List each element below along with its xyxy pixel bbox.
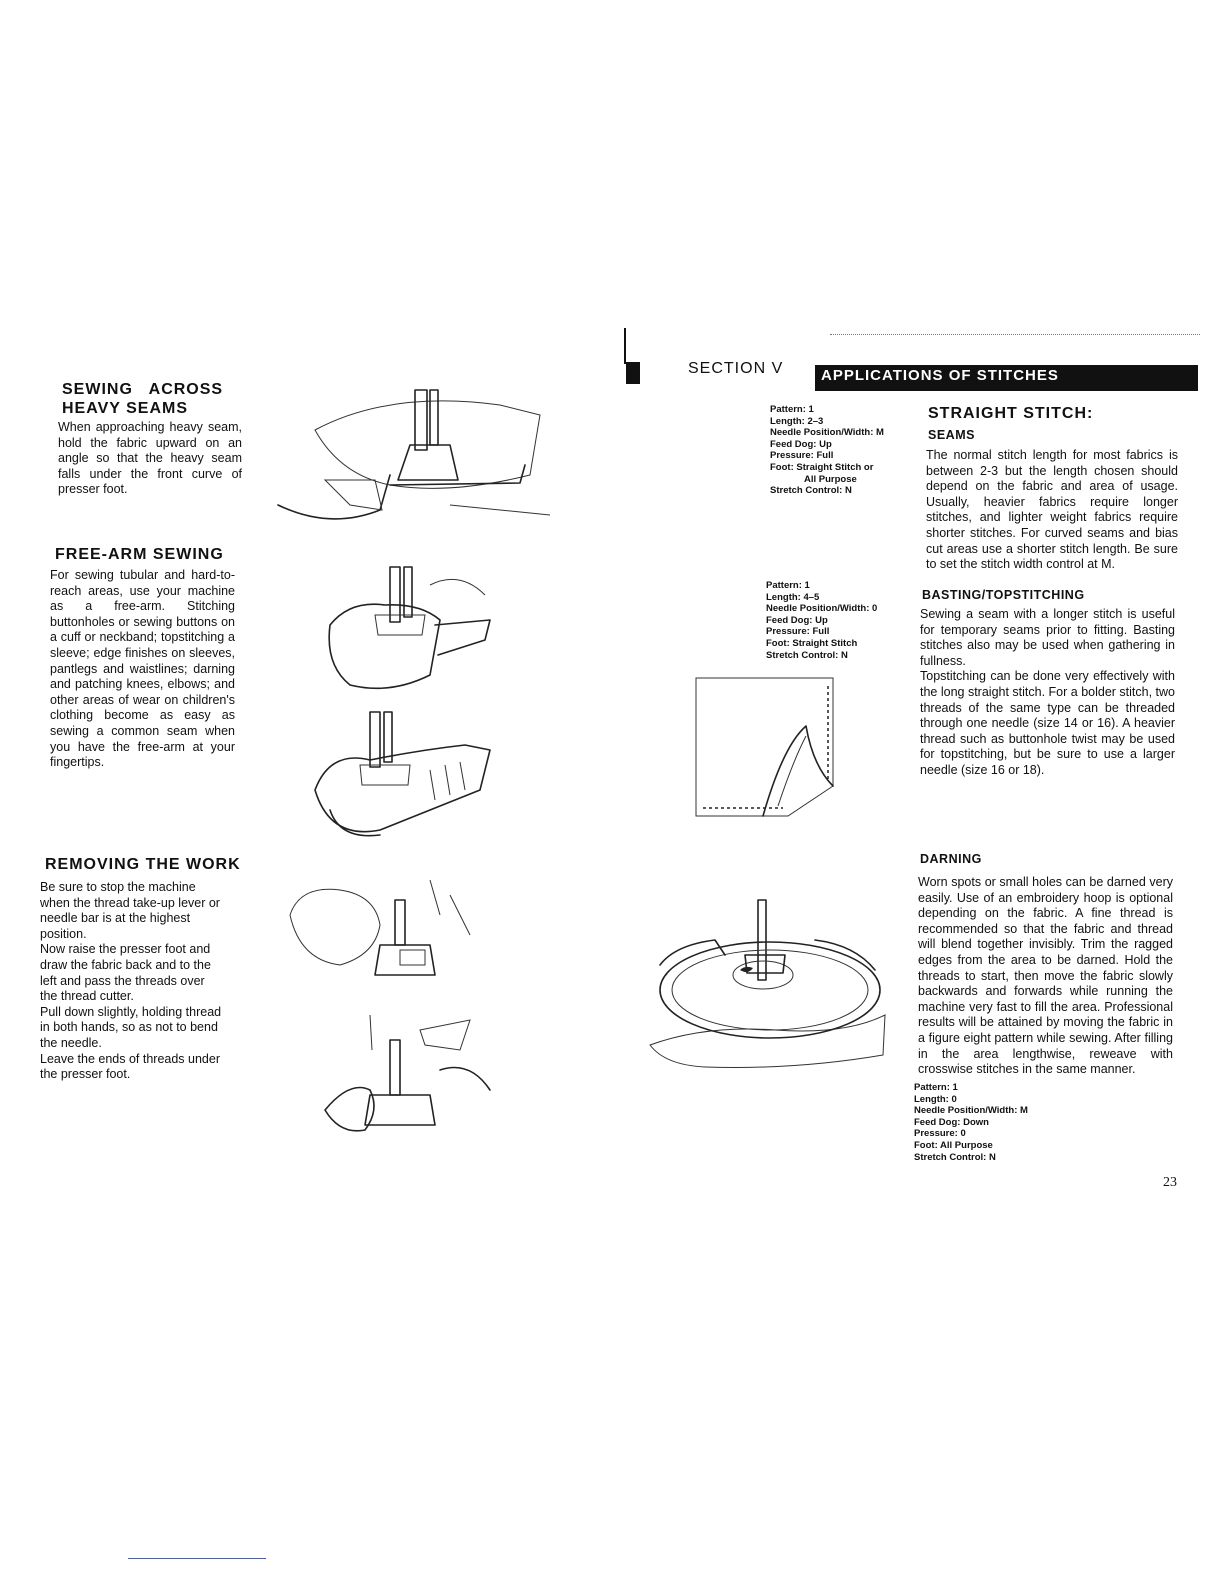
seams-subtitle: SEAMS xyxy=(928,428,975,442)
removing-work-para3: Pull down slightly, holding thread in both hands, so as not to bend the needle. xyxy=(40,1004,222,1050)
page-number: 23 xyxy=(1163,1175,1177,1190)
section-title-banner: APPLICATIONS OF STITCHES xyxy=(815,365,1198,391)
removing-work-illustration-1 xyxy=(280,875,480,990)
heavy-seams-title-line2: HEAVY SEAMS xyxy=(62,400,188,417)
removing-work-text xyxy=(40,880,225,1083)
removing-work-para4: Leave the ends of threads under the presser foot. xyxy=(40,1051,220,1082)
seams-setting-needle: Needle Position/Width: M xyxy=(770,427,884,439)
heavy-seam-illustration xyxy=(270,385,570,525)
free-arm-text: For sewing tubular and hard-to-reach areas, use your machine as a free-arm. Stitching buttonholes or sewing buttons on a cuff or neckband; topstitching a sleeve; edge finishes on sleeves, pantlegs and waistlines; darning and patching knees, elbows; and other areas of wear on children's clothing become as easy as sewing a common seam when you have the free-arm at your fingertips. xyxy=(50,568,235,770)
topstitching-illustration xyxy=(688,676,838,821)
seams-setting-stretch: Stretch Control: N xyxy=(770,485,852,497)
darning-text: Worn spots or small holes can be darned very easily. Use of an embroidery hoop is optional depending on the fabric. A fine thread is recommended so that the fabric and thread will blend together invisibly. Trim the ragged edges from the area to be darned. Hold the threads to start, then move the fabric slowly backwards and forwards while running the machine very fast to fill the area. Professional results will be attained by moving the fabric in a figure eight pattern while sewing. After filling in the area lengthwise, reweave with crosswise stitches in the same manner. xyxy=(918,875,1173,1077)
darning-setting-length: Length: 0 xyxy=(914,1093,957,1105)
removing-work-illustration-2 xyxy=(310,1010,500,1140)
heavy-seams-title xyxy=(62,380,262,418)
top-dotted-rule xyxy=(830,334,1200,335)
seams-settings xyxy=(770,404,884,497)
seams-setting-foot-2: All Purpose xyxy=(804,473,857,485)
basting-para2: Topstitching can be done very effectively with the long straight stitch. For a bolder stitch, two threads of the same type can be threaded through one needle (size 14 or 16). A heavier thread such as buttonhole twist may be used for topstitching, but be sure to use a larger needle (size 16 or 18). xyxy=(920,669,1175,777)
free-arm-illustration-2 xyxy=(300,710,500,845)
seams-text: The normal stitch length for most fabrics is between 2-3 but the length chosen should depend on the fabric and area of usage. Usually, heavier fabrics require longer stitches, and lighter weight fabrics require shorter stitches. For curved seams and bias cut areas use a shorter stitch length. Be sure to set the stitch width control at M. xyxy=(926,448,1178,572)
basting-setting-foot: Foot: Straight Stitch xyxy=(766,637,858,649)
basting-setting-length: Length: 4–5 xyxy=(766,591,820,603)
darning-title: DARNING xyxy=(920,852,982,866)
basting-text xyxy=(920,607,1175,779)
page-gutter-rule xyxy=(624,328,626,364)
darning-setting-pattern: Pattern: 1 xyxy=(914,1082,958,1093)
seams-setting-foot: Foot: Straight Stitch or xyxy=(770,461,874,473)
seams-setting-feed-dog: Feed Dog: Up xyxy=(770,438,832,450)
section-marker-block xyxy=(626,362,640,384)
basting-subtitle: BASTING/TOPSTITCHING xyxy=(922,588,1085,602)
basting-settings xyxy=(766,580,877,661)
basting-setting-stretch: Stretch Control: N xyxy=(766,649,848,661)
basting-setting-pressure: Pressure: Full xyxy=(766,626,830,638)
heavy-seams-title-line1: SEWING ACROSS xyxy=(62,381,224,398)
seams-setting-length: Length: 2–3 xyxy=(770,415,824,427)
free-arm-title: FREE-ARM SEWING xyxy=(55,546,224,563)
bottom-blue-rule xyxy=(128,1558,266,1559)
basting-para1: Sewing a seam with a longer stitch is useful for temporary seams prior to fitting. Basting stitches also may be used when gathering in fullness. xyxy=(920,607,1175,668)
basting-setting-pattern: Pattern: 1 xyxy=(766,580,810,591)
darning-setting-feed-dog: Feed Dog: Down xyxy=(914,1116,989,1128)
darning-illustration xyxy=(645,895,890,1075)
heavy-seams-text: When approaching heavy seam, hold the fabric upward on an angle so that the heavy seam falls under the front curve of presser foot. xyxy=(58,420,242,497)
darning-settings xyxy=(914,1082,1028,1163)
seams-setting-pressure: Pressure: Full xyxy=(770,450,834,462)
basting-setting-needle: Needle Position/Width: 0 xyxy=(766,603,878,615)
straight-stitch-title: STRAIGHT STITCH: xyxy=(928,405,1094,422)
section-label: SECTION V xyxy=(688,360,784,377)
free-arm-illustration-1 xyxy=(310,565,500,700)
removing-work-para1: Be sure to stop the machine when the thread take-up lever or needle bar is at the highest position. xyxy=(40,880,220,941)
basting-setting-feed-dog: Feed Dog: Up xyxy=(766,614,828,626)
removing-work-title: REMOVING THE WORK xyxy=(45,856,241,873)
darning-setting-foot: Foot: All Purpose xyxy=(914,1139,993,1151)
darning-setting-pressure: Pressure: 0 xyxy=(914,1128,966,1140)
darning-setting-needle: Needle Position/Width: M xyxy=(914,1105,1028,1117)
darning-setting-stretch: Stretch Control: N xyxy=(914,1151,996,1163)
removing-work-para2: Now raise the presser foot and draw the fabric back and to the left and pass the threads over the thread cutter. xyxy=(40,942,211,1004)
seams-setting-pattern: Pattern: 1 xyxy=(770,404,814,415)
